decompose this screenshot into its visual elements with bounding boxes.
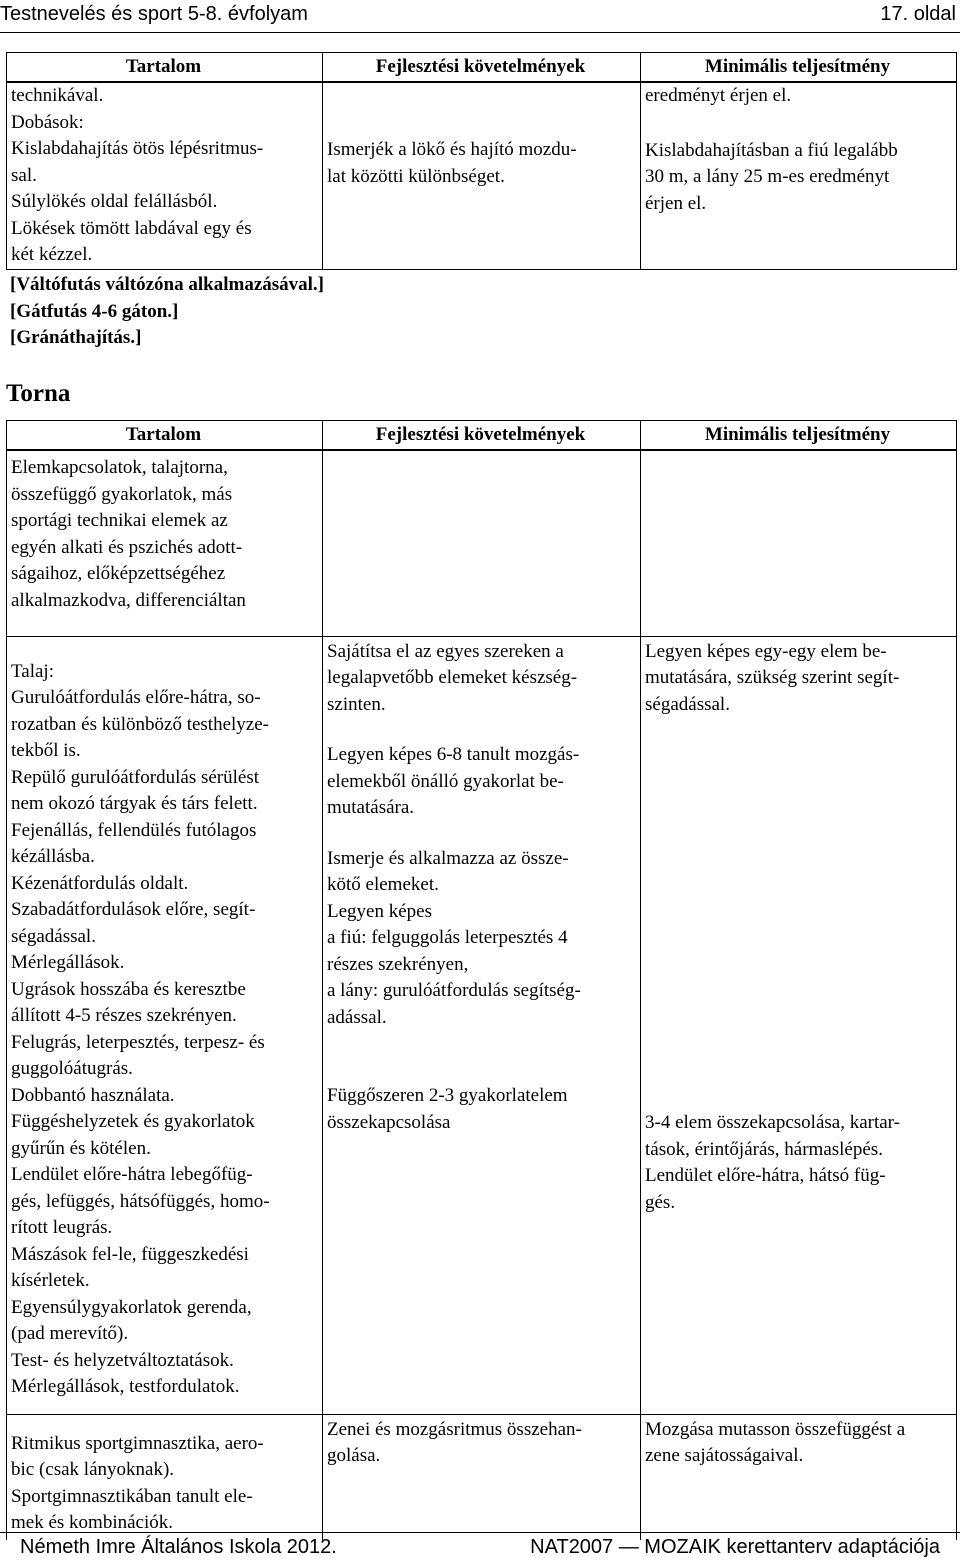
cell-content bbox=[7, 1414, 323, 1540]
text-line: Lökések tömött labdával egy és bbox=[11, 217, 252, 239]
text-line: Test- és helyzetváltoztatások. bbox=[11, 1349, 234, 1371]
text-line: Talaj: bbox=[11, 660, 54, 682]
table-row bbox=[7, 636, 957, 1414]
text-line: ségadással. bbox=[11, 925, 96, 947]
text-line: Legyen képes 6-8 tanult mozgás- bbox=[327, 744, 580, 765]
text-line: részes szekrényen, bbox=[327, 953, 469, 975]
cell-requirements bbox=[323, 82, 641, 269]
text-line: Mérlegállások, testfordulatok. bbox=[11, 1376, 240, 1397]
text-line: Szabadátfordulások előre, segít- bbox=[11, 899, 256, 920]
page-footer bbox=[0, 1532, 960, 1561]
cell-requirements bbox=[323, 1414, 641, 1540]
text-line: [Gránáthajítás.] bbox=[10, 327, 142, 348]
bold-items bbox=[10, 272, 324, 352]
text-line: Mozgása mutasson összefüggést a bbox=[645, 1418, 906, 1440]
text-line: rozatban és különböző testhelyze- bbox=[11, 713, 269, 735]
gymnastics-table bbox=[6, 420, 957, 1540]
text-line: két kézzel. bbox=[11, 244, 93, 265]
text-line: egyén alkati és pszichés adott- bbox=[11, 536, 243, 558]
text-line: technikával. bbox=[11, 85, 104, 106]
athletics-table bbox=[6, 52, 957, 270]
text-line: gyűrűn és kötélen. bbox=[11, 1137, 151, 1159]
text-line: alkalmazkodva, differenciáltan bbox=[11, 589, 246, 611]
cell-content bbox=[7, 450, 323, 636]
page-number: 17. oldal bbox=[880, 3, 956, 25]
text-line: Ismerje és alkalmazza az össze- bbox=[327, 847, 569, 869]
table-header-row bbox=[7, 421, 957, 451]
text-line: guggolóátugrás. bbox=[11, 1058, 133, 1079]
cell-minimum bbox=[641, 82, 957, 269]
text-line: kísérletek. bbox=[11, 1270, 90, 1291]
text-line: Fejenállás, fellendülés futólagos bbox=[11, 819, 257, 841]
table-row bbox=[7, 450, 957, 636]
text-line: gés, lefüggés, hátsófüggés, homo- bbox=[11, 1190, 270, 1212]
text-line: lat közötti különbséget. bbox=[327, 165, 505, 187]
text-line: Lendület előre-hátra lebegőfüg- bbox=[11, 1164, 253, 1185]
text-line: Súlylökés oldal felállásból. bbox=[11, 191, 218, 212]
text-line: Ugrások hosszába és keresztbe bbox=[11, 978, 246, 1000]
text-line: Egyensúlygyakorlatok gerenda, bbox=[11, 1296, 252, 1318]
header-minimum: Minimális teljesítmény bbox=[641, 53, 957, 83]
header-content: Tartalom bbox=[7, 53, 323, 83]
text-line: ságaihoz, előképzettségéhez bbox=[11, 563, 226, 584]
text-line: sportági technikai elemek az bbox=[11, 510, 228, 531]
text-line: szinten. bbox=[327, 693, 386, 715]
text-line: Sportgimnasztikában tanult ele- bbox=[11, 1485, 253, 1507]
text-line: 3-4 elem összekapcsolása, kartar- bbox=[645, 1112, 900, 1133]
table-row bbox=[7, 82, 957, 269]
text-line: Sajátítsa el az egyes szereken a bbox=[327, 640, 564, 662]
text-line: (pad merevítő). bbox=[11, 1323, 129, 1344]
text-line: Zenei és mozgásritmus összehan- bbox=[327, 1418, 582, 1440]
text-line: Lendület előre-hátra, hátsó füg- bbox=[645, 1165, 886, 1186]
text-line: Ritmikus sportgimnasztika, aero- bbox=[11, 1432, 264, 1454]
text-line: [Gátfutás 4-6 gáton.] bbox=[10, 300, 179, 322]
text-line: zene sajátosságaival. bbox=[645, 1445, 804, 1466]
text-line: Repülő gurulóátfordulás sérülést bbox=[11, 766, 260, 788]
text-line: golása. bbox=[327, 1445, 381, 1466]
text-line: Gurulóátfordulás előre-hátra, so- bbox=[11, 687, 261, 708]
section-title: Torna bbox=[6, 380, 71, 407]
text-line: összekapcsolása bbox=[327, 1111, 451, 1133]
table-row bbox=[7, 1414, 957, 1540]
text-line: Kislabdahajításban a fiú legalább bbox=[645, 139, 898, 161]
cell-content bbox=[7, 82, 323, 269]
text-line: 30 m, a lány 25 m-es eredményt bbox=[645, 166, 890, 187]
text-line: [Váltófutás váltózóna alkalmazásával.] bbox=[10, 274, 325, 295]
text-line: Függéshelyzetek és gyakorlatok bbox=[11, 1111, 255, 1132]
header-content: Tartalom bbox=[7, 421, 323, 451]
text-line: tekből is. bbox=[11, 740, 81, 761]
cell-content bbox=[7, 636, 323, 1414]
text-line: Függőszeren 2-3 gyakorlatelem bbox=[327, 1085, 568, 1106]
text-line: érjen el. bbox=[645, 192, 707, 214]
text-line: Mászások fel-le, függeszkedési bbox=[11, 1243, 249, 1265]
text-line: mek és kombinációk. bbox=[11, 1512, 173, 1533]
text-line: nem okozó tárgyak és társ felett. bbox=[11, 793, 258, 814]
text-line: Legyen képes egy-egy elem be- bbox=[645, 640, 887, 662]
cell-requirements bbox=[323, 636, 641, 1414]
text-line: kézállásba. bbox=[11, 846, 95, 867]
text-line: kötő elemeket. bbox=[327, 874, 439, 895]
text-line: adással. bbox=[327, 1006, 387, 1028]
document-title: Testnevelés és sport 5-8. évfolyam bbox=[0, 3, 308, 25]
text-line: eredményt érjen el. bbox=[645, 85, 792, 106]
text-line: mutatására, szükség szerint segít- bbox=[645, 667, 900, 688]
text-line: legalapvetőbb elemeket készség- bbox=[327, 667, 578, 688]
text-line: Kézenátfordulás oldalt. bbox=[11, 872, 189, 894]
text-line: mutatására. bbox=[327, 797, 415, 818]
cell-requirements bbox=[323, 450, 641, 636]
table-header-row bbox=[7, 53, 957, 83]
text-line: rított leugrás. bbox=[11, 1217, 113, 1238]
cell-minimum bbox=[641, 450, 957, 636]
text-line: sal. bbox=[11, 164, 37, 186]
text-line: Felugrás, leterpesztés, terpesz- és bbox=[11, 1031, 265, 1053]
text-line: a lány: gurulóátfordulás segítség- bbox=[327, 980, 581, 1001]
header-requirements: Fejlesztési követelmények bbox=[323, 421, 641, 451]
header-requirements: Fejlesztési követelmények bbox=[323, 53, 641, 83]
cell-minimum bbox=[641, 1414, 957, 1540]
text-line: összefüggő gyakorlatok, más bbox=[11, 483, 233, 505]
text-line: Legyen képes bbox=[327, 900, 432, 922]
text-line: ségadással. bbox=[645, 693, 730, 715]
text-line: gés. bbox=[645, 1191, 676, 1213]
text-line: a fiú: felguggolás leterpesztés 4 bbox=[327, 927, 568, 948]
cell-minimum bbox=[641, 636, 957, 1414]
text-line: Dobbantó használata. bbox=[11, 1084, 175, 1106]
footer-curriculum: NAT2007 — MOZAIK kerettanterv adaptációja bbox=[530, 1536, 940, 1558]
footer-school: Németh Imre Általános Iskola 2012. bbox=[20, 1536, 337, 1558]
page-header bbox=[0, 0, 960, 33]
text-line: Elemkapcsolatok, talajtorna, bbox=[11, 457, 228, 478]
text-line: tások, érintőjárás, hármaslépés. bbox=[645, 1138, 883, 1160]
header-minimum: Minimális teljesítmény bbox=[641, 421, 957, 451]
text-line: állított 4-5 részes szekrényen. bbox=[11, 1005, 237, 1026]
text-line: bic (csak lányoknak). bbox=[11, 1459, 175, 1480]
text-line: Kislabdahajítás ötös lépésritmus- bbox=[11, 138, 264, 159]
text-line: Mérlegállások. bbox=[11, 952, 125, 973]
text-line: elemekből önálló gyakorlat be- bbox=[327, 770, 564, 792]
text-line: Dobások: bbox=[11, 111, 84, 133]
text-line: Ismerjék a lökő és hajító mozdu- bbox=[327, 139, 577, 160]
